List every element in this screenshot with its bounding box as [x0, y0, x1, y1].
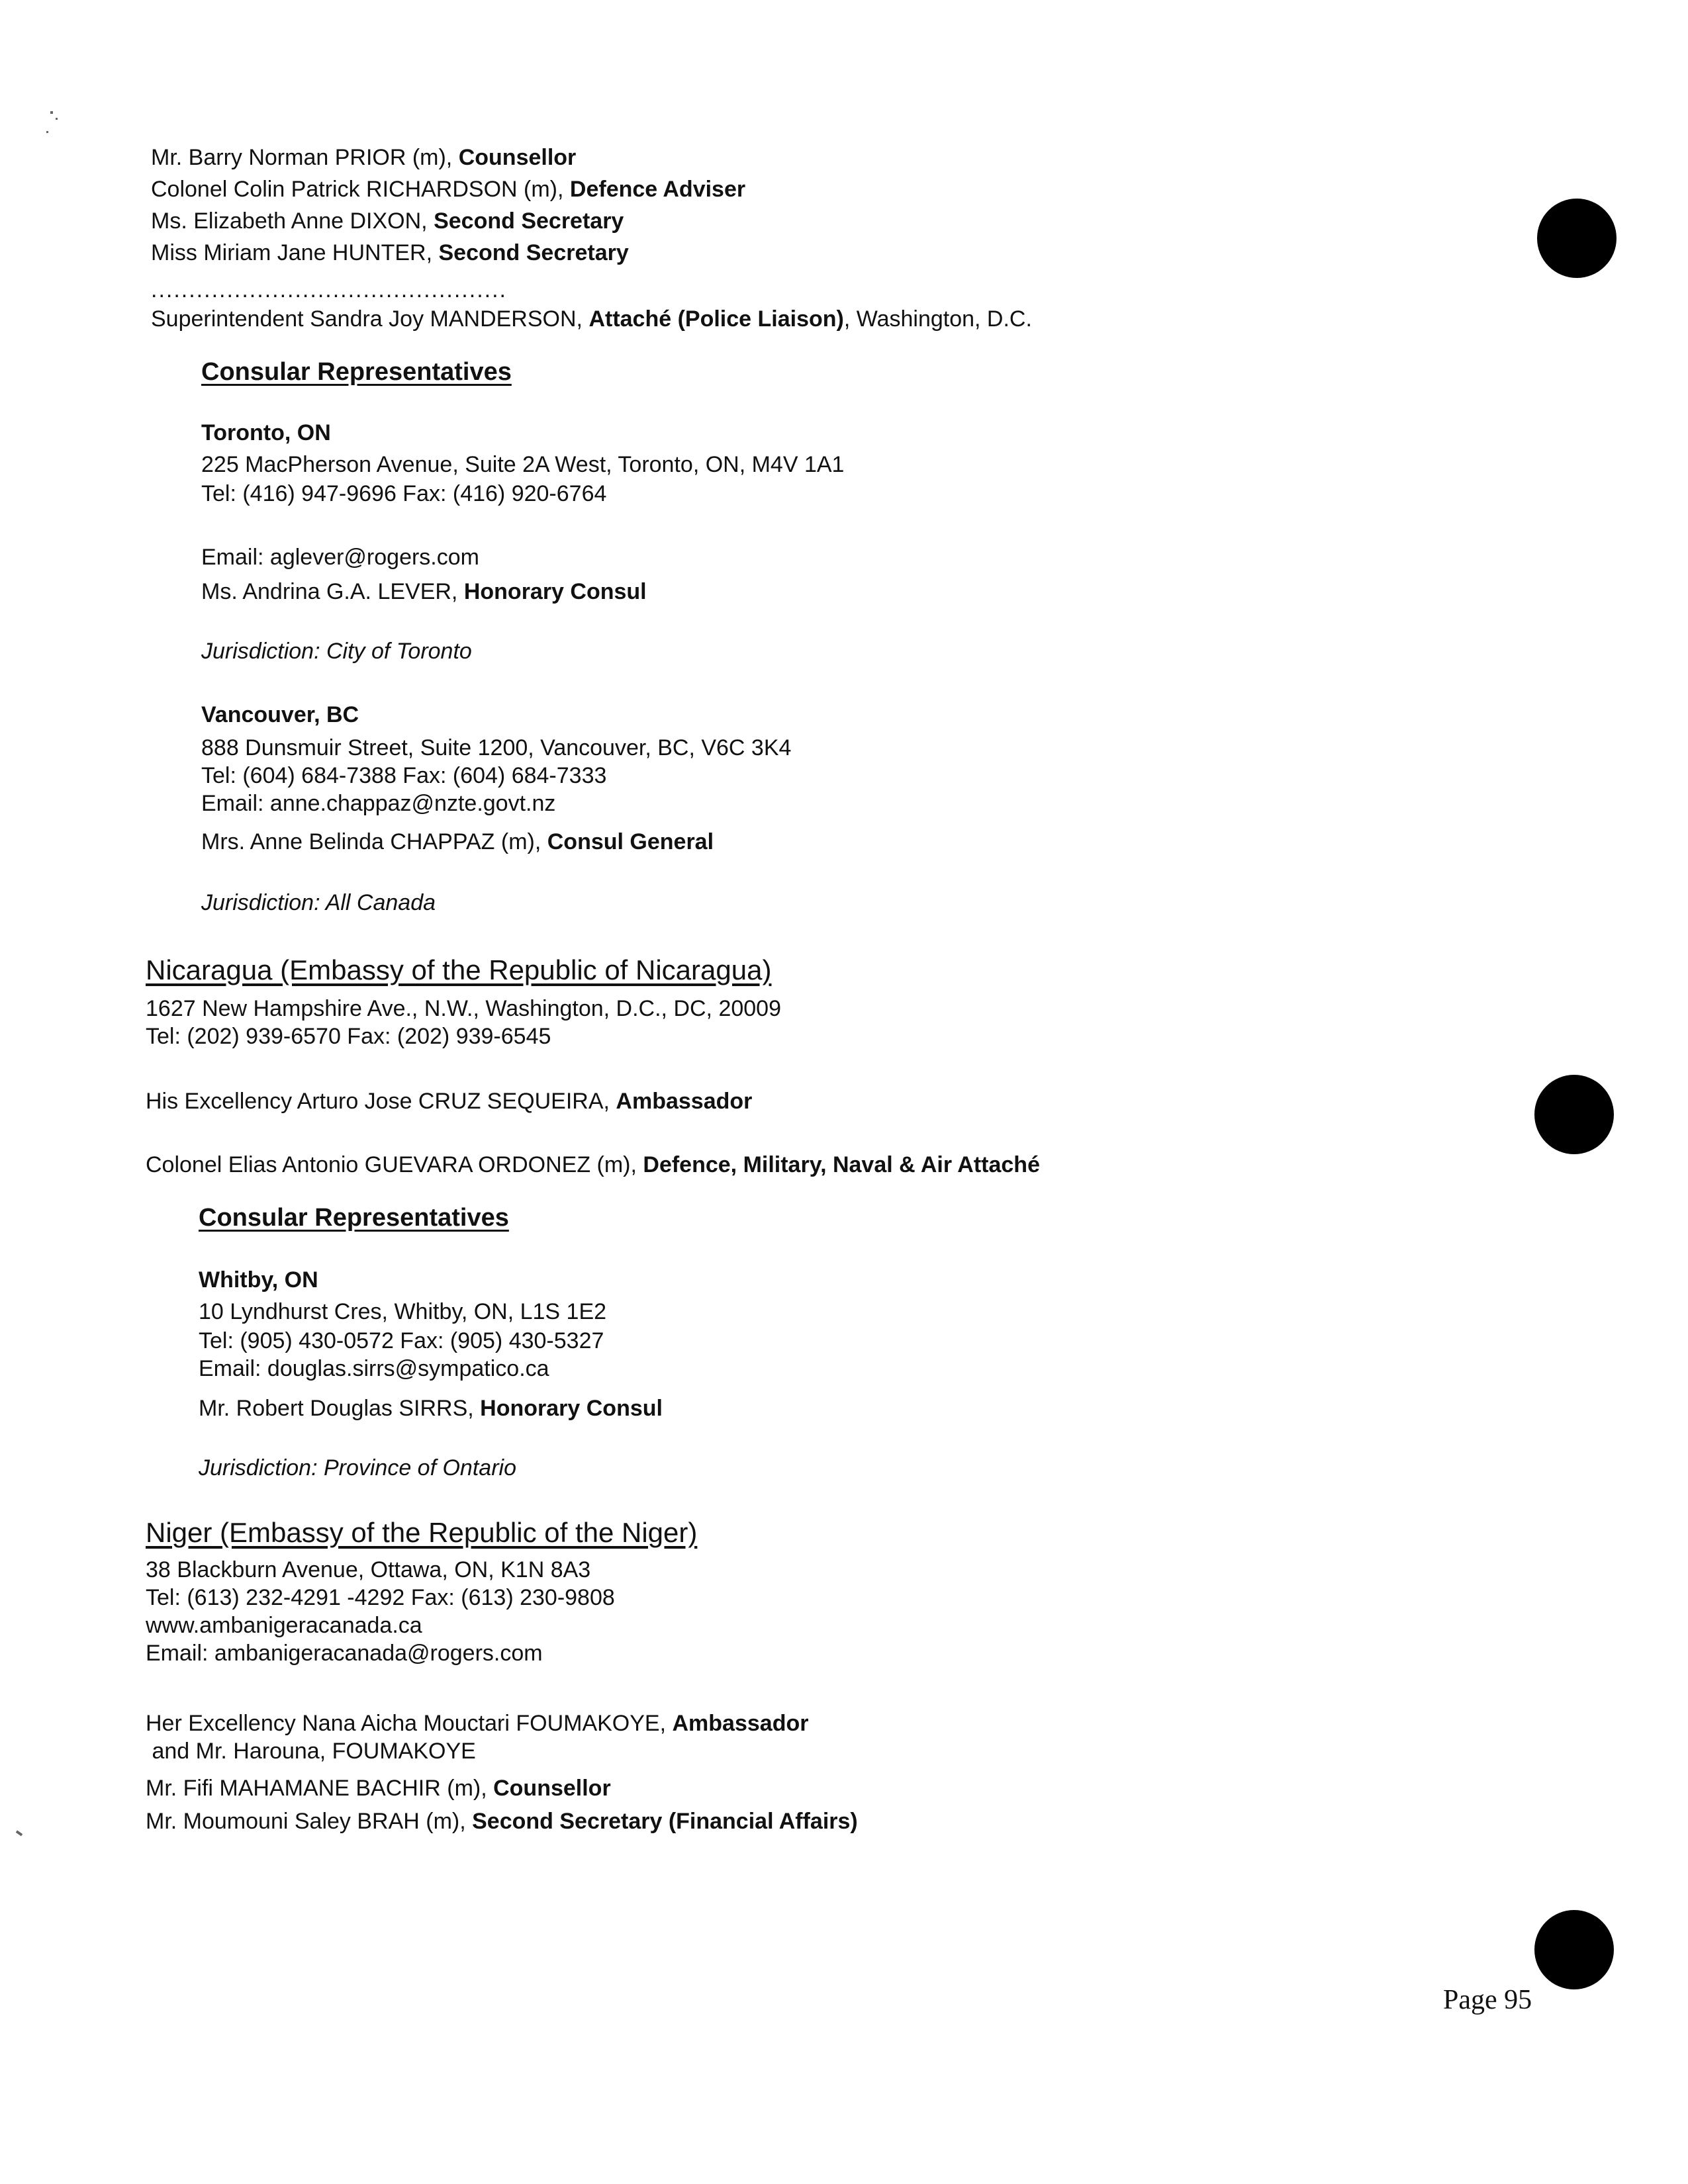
staff-name: Mr. Moumouni Saley BRAH (m), — [146, 1809, 473, 1834]
staff-title: Second Secretary — [434, 208, 624, 234]
scan-speck — [50, 111, 53, 114]
consul-title: Consul General — [547, 829, 714, 854]
consul-line — [201, 577, 647, 606]
consul-line — [201, 827, 714, 856]
scan-speck — [46, 131, 48, 133]
staff-line — [146, 1150, 1040, 1179]
consulate-city: Whitby, ON — [199, 1267, 318, 1293]
staff-name: Miss Miriam Jane HUNTER, — [151, 240, 439, 265]
staff-spouse: and Mr. Harouna, FOUMAKOYE — [146, 1739, 476, 1764]
embassy-address: 38 Blackburn Avenue, Ottawa, ON, K1N 8A3 — [146, 1557, 591, 1582]
consular-heading: Consular Representatives — [199, 1204, 509, 1232]
scan-speck — [16, 1830, 23, 1836]
consulate-phone: Tel: (416) 947-9696 Fax: (416) 920-6764 — [201, 481, 607, 506]
jurisdiction: Jurisdiction: City of Toronto — [201, 639, 472, 664]
staff-title: Ambassador — [616, 1089, 753, 1114]
consular-heading: Consular Representatives — [201, 358, 512, 386]
embassy-email: Email: ambanigeracanada@rogers.com — [146, 1641, 543, 1666]
consulate-email: Email: douglas.sirrs@sympatico.ca — [199, 1356, 549, 1381]
embassy-address: 1627 New Hampshire Ave., N.W., Washington, D.C., DC, 20009 — [146, 996, 781, 1021]
consulate-phone: Tel: (905) 430-0572 Fax: (905) 430-5327 — [199, 1328, 604, 1353]
consul-line — [199, 1394, 663, 1423]
consulate-email: Email: anne.chappaz@nzte.govt.nz — [201, 791, 556, 816]
staff-line — [146, 1087, 752, 1116]
jurisdiction: Jurisdiction: All Canada — [201, 890, 436, 915]
consulate-email: Email: aglever@rogers.com — [201, 545, 479, 570]
staff-title: Second Secretary (Financial Affairs) — [472, 1809, 858, 1834]
staff-name: Her Excellency Nana Aicha Mouctari FOUMAKOYE, — [146, 1711, 673, 1736]
staff-location: , Washington, D.C. — [843, 306, 1032, 332]
consulate-address: 225 MacPherson Avenue, Suite 2A West, Toronto, ON, M4V 1A1 — [201, 452, 845, 477]
jurisdiction: Jurisdiction: Province of Ontario — [199, 1455, 516, 1480]
consulate-address: 888 Dunsmuir Street, Suite 1200, Vancouver, BC, V6C 3K4 — [201, 735, 792, 760]
binder-hole-top — [1537, 199, 1617, 278]
staff-title: Counsellor — [458, 145, 577, 170]
staff-title: Attaché (Police Liaison) — [588, 306, 844, 332]
consulate-city: Toronto, ON — [201, 420, 331, 445]
consul-title: Honorary Consul — [480, 1396, 663, 1421]
binder-hole-bottom — [1534, 1910, 1614, 1989]
staff-name: Mr. Fifi MAHAMANE BACHIR (m), — [146, 1776, 494, 1801]
staff-name: Ms. Elizabeth Anne DIXON, — [151, 208, 434, 234]
embassy-phone: Tel: (202) 939-6570 Fax: (202) 939-6545 — [146, 1024, 551, 1049]
staff-name: Colonel Elias Antonio GUEVARA ORDONEZ (m), — [146, 1152, 643, 1177]
staff-name: Colonel Colin Patrick RICHARDSON (m), — [151, 177, 570, 202]
staff-title: Counsellor — [493, 1776, 611, 1801]
consul-name: Ms. Andrina G.A. LEVER, — [201, 579, 464, 604]
dotted-separator: ............................................... — [151, 277, 507, 302]
consulate-city: Vancouver, BC — [201, 702, 359, 727]
consulate-phone: Tel: (604) 684-7388 Fax: (604) 684-7333 — [201, 763, 607, 788]
staff-line — [151, 206, 624, 236]
embassy-website: www.ambanigeracanada.ca — [146, 1613, 422, 1638]
country-title: Niger (Embassy of the Republic of the Niger) — [146, 1517, 698, 1548]
staff-line — [146, 1807, 858, 1836]
staff-title: Defence, Military, Naval & Air Attaché — [643, 1152, 1040, 1177]
staff-line — [146, 1709, 808, 1738]
staff-line — [146, 1774, 611, 1803]
staff-line — [151, 238, 629, 267]
staff-title: Ambassador — [672, 1711, 809, 1736]
staff-name: Mr. Barry Norman PRIOR (m), — [151, 145, 459, 170]
consul-name: Mrs. Anne Belinda CHAPPAZ (m), — [201, 829, 547, 854]
consul-title: Honorary Consul — [463, 579, 647, 604]
consulate-address: 10 Lyndhurst Cres, Whitby, ON, L1S 1E2 — [199, 1299, 607, 1324]
staff-title: Defence Adviser — [569, 177, 746, 202]
page-number: Page 95 — [1443, 1985, 1532, 2015]
embassy-phone: Tel: (613) 232-4291 -4292 Fax: (613) 230-9808 — [146, 1585, 615, 1610]
consul-name: Mr. Robert Douglas SIRRS, — [199, 1396, 481, 1421]
staff-title: Second Secretary — [438, 240, 629, 265]
staff-name: Superintendent Sandra Joy MANDERSON, — [151, 306, 589, 332]
binder-hole-middle — [1534, 1075, 1614, 1154]
staff-line — [151, 175, 745, 204]
scan-speck — [56, 118, 58, 120]
staff-line — [151, 143, 576, 172]
country-title: Nicaragua (Embassy of the Republic of Nicaragua) — [146, 954, 772, 985]
staff-line — [151, 304, 1032, 334]
staff-name: His Excellency Arturo Jose CRUZ SEQUEIRA, — [146, 1089, 616, 1114]
